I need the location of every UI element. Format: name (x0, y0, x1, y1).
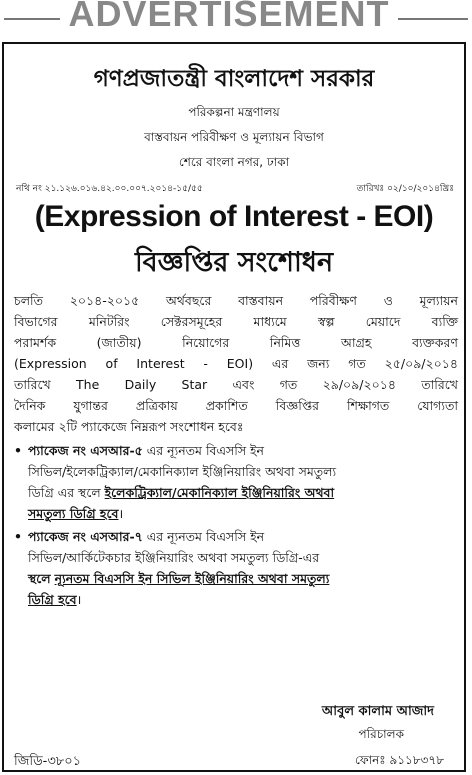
signatory-name: আবুল কালাম আজাদ (321, 704, 434, 719)
notice-paragraph (14, 290, 458, 437)
government-name: গণপ্রজাতন্ত্রী বাংলাদেশ সরকার (93, 66, 375, 92)
paragraph-line: কলামের ২টি প্যাকেজে নিম্নরূপ সংশোধন হবেঃ (14, 419, 244, 434)
division-name: বাস্তবায়ন পরিবীক্ষণ ও মূল্যায়ন বিভাগ (144, 130, 324, 144)
package-sr5 (14, 440, 458, 524)
advertisement-title: ADVERTISEMENT (68, 0, 390, 34)
sentence-end: । (118, 506, 124, 521)
gd-number: জিডি-৩৮০১ (14, 754, 82, 769)
office-address: শেরে বাংলা নগর, ঢাকা (178, 155, 290, 169)
paragraph-line: পরামর্শক (জাতীয়) নিয়োগের নিমিত্ত আগ্রহ ব্যক্তকরণ (14, 335, 458, 350)
phone-number: ফোনঃ ৯১১৮৩৭৮ (354, 753, 444, 767)
amended-requirement: ইলেকট্রিক্যাল/মেকানিক্যাল ইঞ্জিনিয়ারিং অথবা (104, 485, 335, 500)
package-line: স্থলে (28, 571, 51, 586)
paragraph-line: দৈনিক যুগান্তর প্রত্রিকায় প্রকাশিত বিজ্ঞপ্তির শিক্ষাগত যোগ্যতা (14, 398, 458, 413)
signatory-title: পরিচালক (358, 727, 404, 741)
package-requirement: এর ন্যূনতম বিএসসি ইন (146, 529, 265, 544)
amended-requirement: ডিগ্রি হবে (28, 592, 77, 607)
amended-requirement: সমতুল্য ডিগ্রি হবে (28, 506, 119, 521)
package-requirement: এর ন্যূনতম বিএসসি ইন (146, 443, 265, 458)
advertisement-header (0, 0, 472, 38)
sentence-end: । (76, 592, 82, 607)
package-line: সিভিল/আর্কিটেকচার ইঞ্জিনিয়ারিং অথবা সমতুল্য ডিগ্রি-এর (28, 550, 320, 565)
paragraph-line: বিভাগের মনিটরিং সেক্টরসমূহের মাধ্যমে স্বল্প মেয়াদে ব্যক্তি (14, 314, 458, 329)
package-line: সিভিল/ইলেকট্রিক্যাল/মেকানিক্যাল ইঞ্জিনিয়ারিং অথবা সমতুল্য (28, 464, 337, 479)
amendment-title: বিজ্ঞপ্তির সংশোধন (134, 247, 334, 278)
memo-number: নথি নং ২১.১২৬.০১৬.৪২.০০.০০৭.২০১৪-১৫/৫৫ (16, 184, 203, 194)
package-line: ডিগ্রি এর স্থলে (28, 485, 101, 500)
header-rule-right (398, 18, 468, 20)
paragraph-line: তারিখে The Daily Star এবং গত ২৯/০৯/২০১৪ তারিখে (14, 377, 458, 392)
bullet-icon: • (14, 443, 22, 458)
header-rule-left (4, 18, 60, 20)
bullet-icon: • (14, 529, 22, 544)
eoi-title: (Expression of Interest - EOI) (34, 200, 434, 233)
package-sr7 (14, 526, 458, 610)
notice-box (2, 42, 466, 772)
amended-requirement: ন্যূনতম বিএসসি ইন সিভিল ইঞ্জিনিয়ারিং অথবা সমতুল্য (54, 571, 330, 586)
paragraph-line: চলতি ২০১৪-২০১৫ অর্থবছরে বাস্তবায়ন পরিবীক্ষণ ও মূল্যায়ন (14, 293, 458, 308)
package-label: প্যাকেজ নং এসআর-৭ (28, 529, 143, 544)
paragraph-line: (Expression of Interest - EOI) এর জন্য গত ২৫/০৯/২০১৪ (14, 356, 458, 371)
package-label: প্যাকেজ নং এসআর-৫ (28, 443, 143, 458)
ministry-name: পরিকল্পনা মন্ত্রণালয় (188, 105, 280, 119)
notice-date: তারিখঃ ০২/১০/২০১৪খ্রিঃ (356, 184, 454, 194)
